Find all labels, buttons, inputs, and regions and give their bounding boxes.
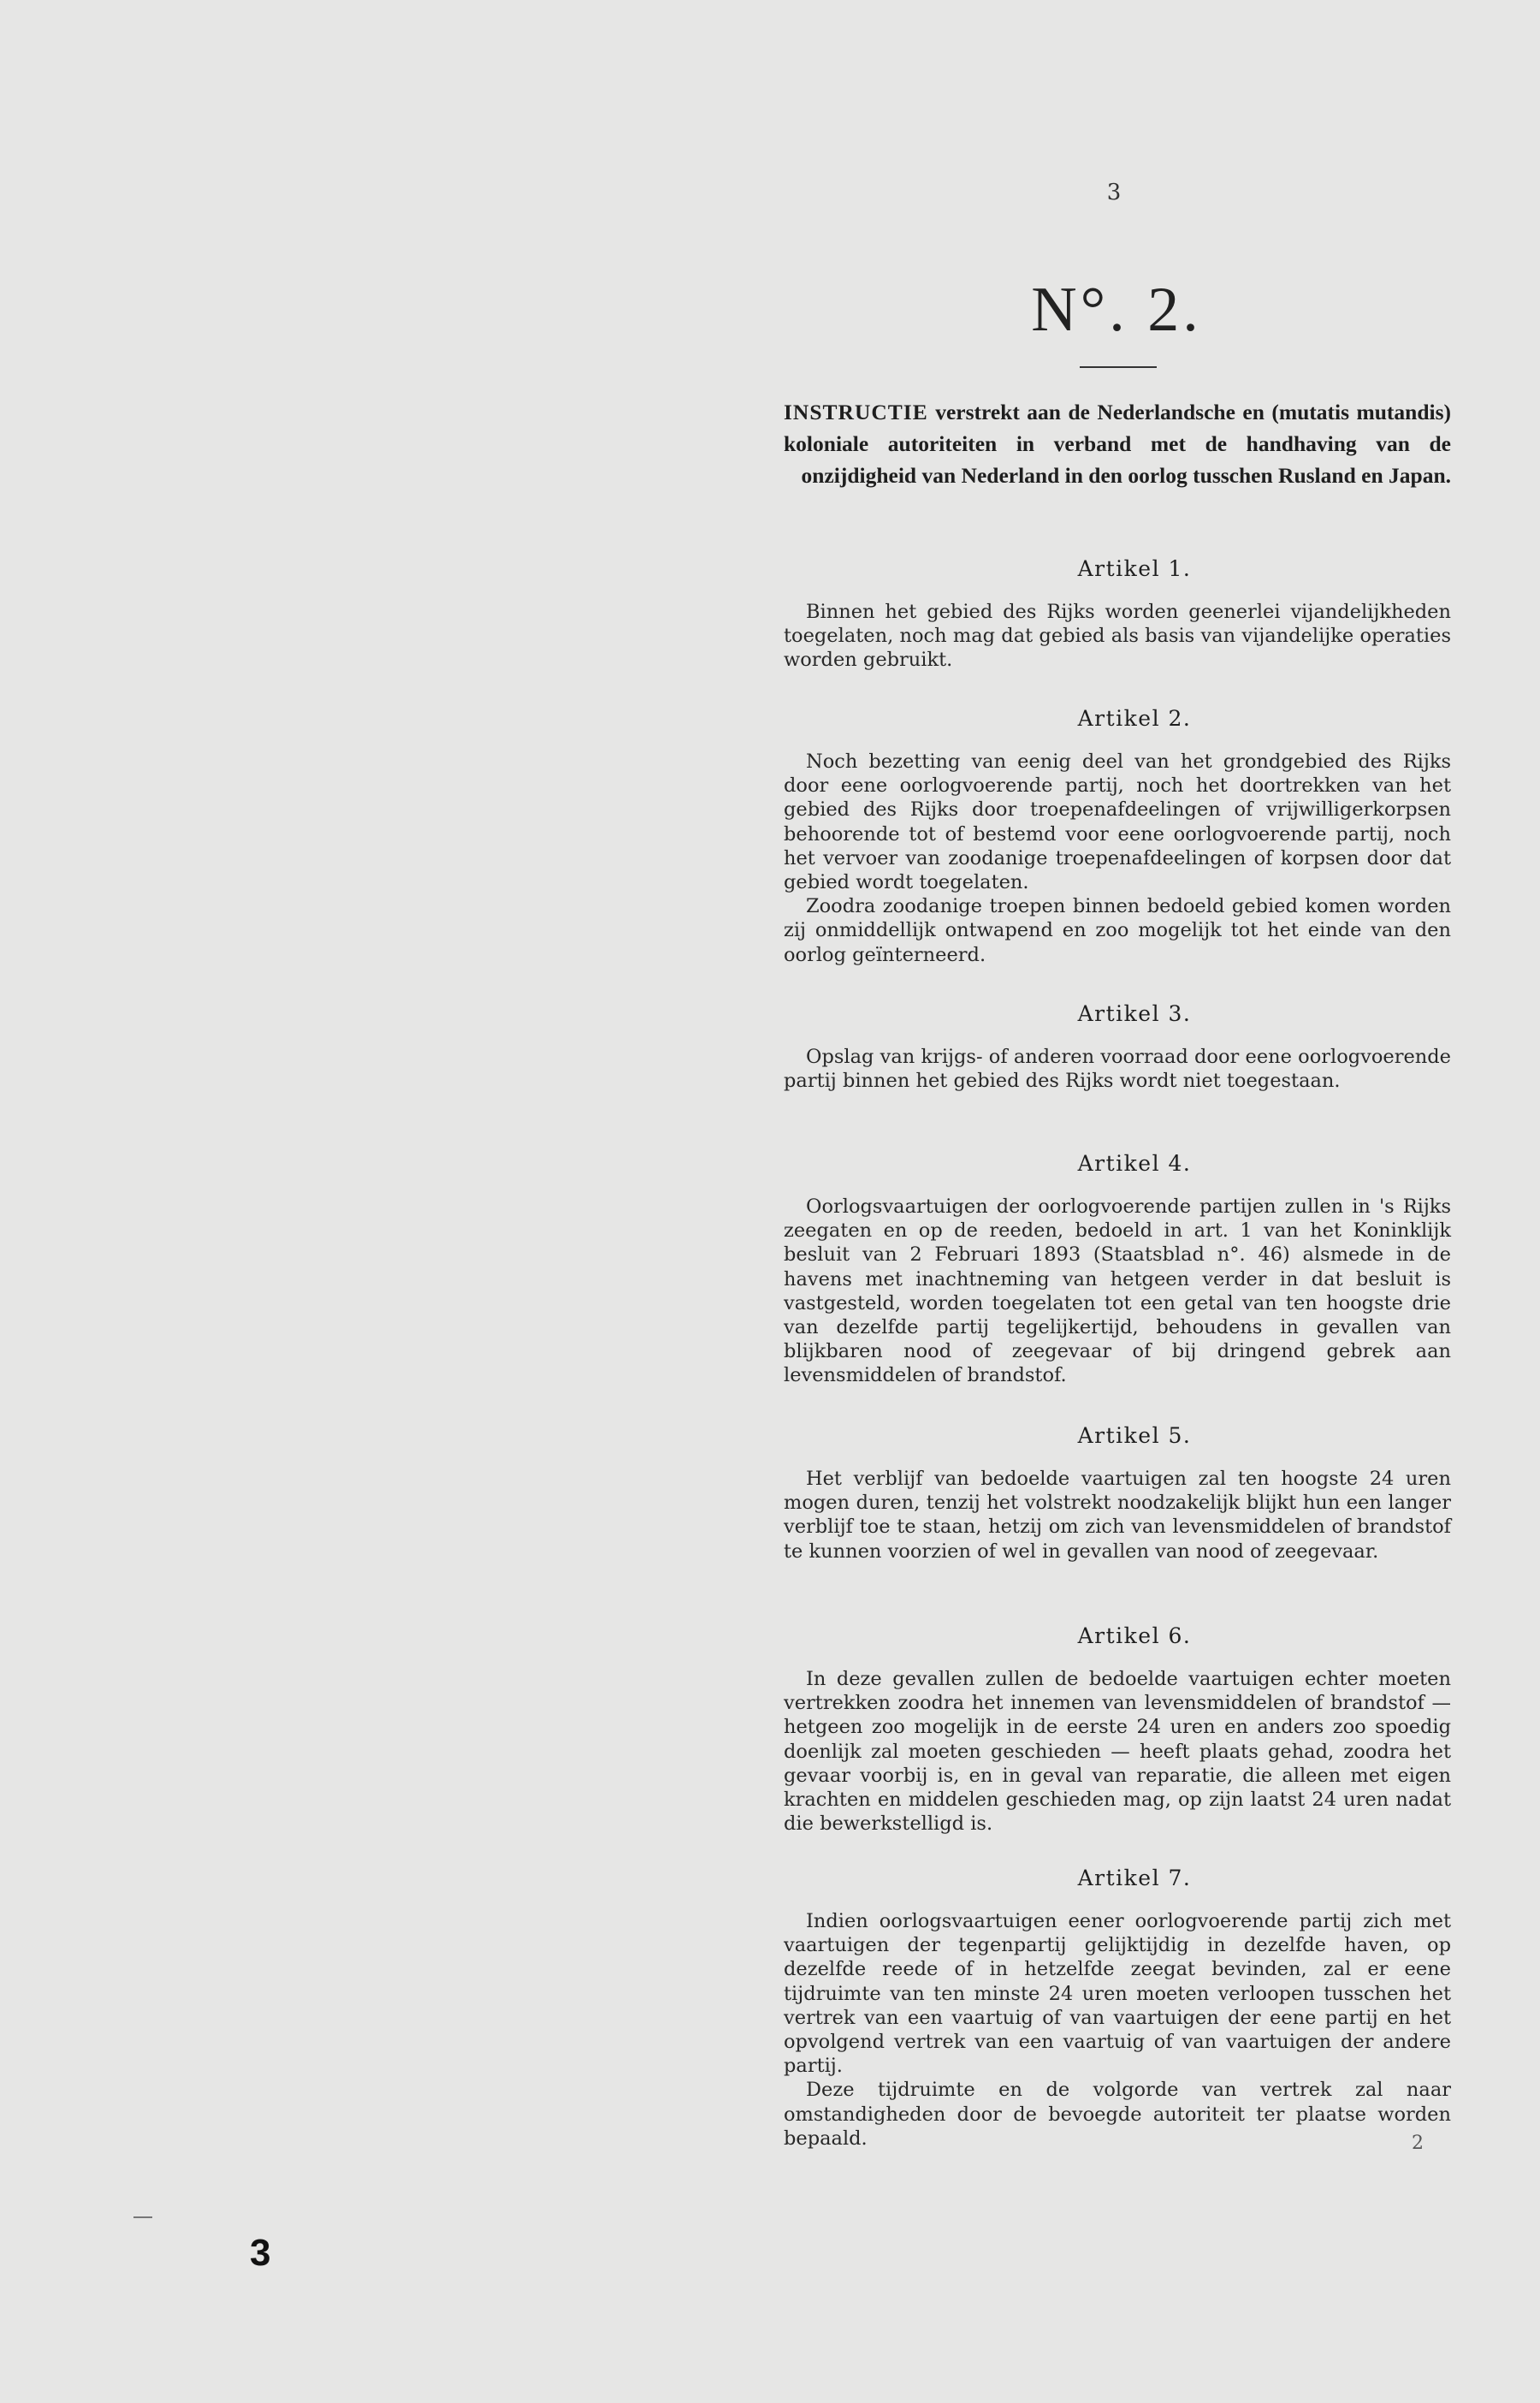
article-4 — [784, 1151, 1451, 1388]
margin-mark — [133, 2216, 152, 2218]
article-body — [784, 1195, 1451, 1388]
article-heading: Artikel 1. — [1077, 556, 1192, 581]
title-text: verstrekt aan de Nederlandsche en (mutatis mutandis) koloniale autoriteiten in verband met de handhaving van de onzijdigheid van Nederland in den oorlog tusschen Rusland en Japan. — [784, 400, 1451, 488]
title-divider — [1080, 366, 1157, 368]
article-paragraph: Opslag van krijgs- of anderen voorraad door eene oorlogvoerende partij binnen het gebied des Rijks wordt niet toegestaan. — [784, 1046, 1451, 1093]
article-heading: Artikel 3. — [1077, 1001, 1192, 1026]
article-body — [784, 600, 1451, 673]
article-5 — [784, 1423, 1451, 1563]
article-body — [784, 1045, 1451, 1093]
article-6 — [784, 1623, 1451, 1836]
title-lead-word: INSTRUCTIE — [784, 400, 928, 424]
article-paragraph: Het verblijf van bedoelde vaartuigen zal ten hoogste 24 uren mogen duren, tenzij het volstrekt noodzakelijk blijkt hun een langer verblijf toe te staan, hetzij om zich van levensmiddelen of brandstof te kunnen voorzien of wel in gevallen van nood of zeegevaar. — [784, 1468, 1451, 1563]
article-7 — [784, 1866, 1451, 2151]
document-number: N°. 2. — [1031, 275, 1202, 345]
article-body — [784, 1667, 1451, 1836]
article-heading: Artikel 7. — [1077, 1866, 1192, 1890]
article-3 — [784, 1001, 1451, 1093]
document-title — [784, 396, 1451, 491]
article-2 — [784, 706, 1451, 967]
article-1 — [784, 556, 1451, 673]
article-body — [784, 1909, 1451, 2151]
folio-number: 3 — [250, 2232, 271, 2274]
article-paragraph: Indien oorlogsvaartuigen eener oorlogvoerende partij zich met vaartuigen der tegenpartij gelijktijdig in dezelfde haven, op dezelfde reede of in hetzelfde zeegat bevinden, zal er eene tijdruimte van ten minste 24 uren moeten verloopen tusschen het vertrek van een vaartuig of van vaartuigen der eene partij en het opvolgend vertrek van een vaartuig of van vaartuigen der andere partij. — [784, 1910, 1451, 2078]
article-paragraph: In deze gevallen zullen de bedoelde vaartuigen echter moeten vertrekken zoodra het innemen van levensmiddelen of brandstof — hetgeen zoo mogelijk in de eerste 24 uren en anders zoo spoedig doenlijk zal moeten geschieden — heeft plaats gehad, zoodra het gevaar voorbij is, en in geval van reparatie, die alleen met eigen krachten en middelen geschieden mag, op zijn laatst 24 uren nadat die bewerkstelligd is. — [784, 1668, 1451, 1836]
article-paragraph: Noch bezetting van eenig deel van het grondgebied des Rijks door eene oorlogvoerende partij, noch het doortrekken van het gebied des Rijks door troepenafdeelingen of vrijwilligerkorpsen behoorende tot of bestemd voor eene oorlogvoerende partij, noch het vervoer van zoodanige troepenafdeelingen of korpsen door dat gebied wordt toegelaten. — [784, 751, 1451, 894]
article-paragraph: Oorlogsvaartuigen der oorlogvoerende partijen zullen in 's Rijks zeegaten en op de reeden, bedoeld in art. 1 van het Koninklijk besluit van 2 Februari 1893 (Staatsblad n°. 46) alsmede in de havens met inachtneming van hetgeen verder in dat besluit is vastgesteld, worden toegelaten tot een getal van ten hoogste drie van dezelfde partij tegelijkertijd, behoudens in gevallen van blijkbaren nood of zeegevaar of bij dringend gebrek aan levensmiddelen of brandstof. — [784, 1196, 1451, 1387]
article-paragraph: Zoodra zoodanige troepen binnen bedoeld gebied komen worden zij onmiddellijk ontwapend en zoo mogelijk tot het einde van den oorlog geïnterneerd. — [784, 895, 1451, 966]
article-heading: Artikel 4. — [1077, 1151, 1192, 1176]
article-body — [784, 1467, 1451, 1563]
article-heading: Artikel 5. — [1077, 1423, 1192, 1448]
article-paragraph: Deze tijdruimte en de volgorde van vertrek zal naar omstandigheden door de bevoegde autoriteit ter plaatse worden bepaald. — [784, 2079, 1451, 2150]
article-heading: Artikel 6. — [1077, 1623, 1192, 1648]
signature-mark: 2 — [1412, 2133, 1424, 2154]
article-heading: Artikel 2. — [1077, 706, 1192, 731]
page-number-top: 3 — [1106, 180, 1122, 205]
article-body — [784, 750, 1451, 967]
article-paragraph: Binnen het gebied des Rijks worden geenerlei vijandelijkheden toegelaten, noch mag dat gebied als basis van vijandelijke operaties worden gebruikt. — [784, 601, 1451, 672]
